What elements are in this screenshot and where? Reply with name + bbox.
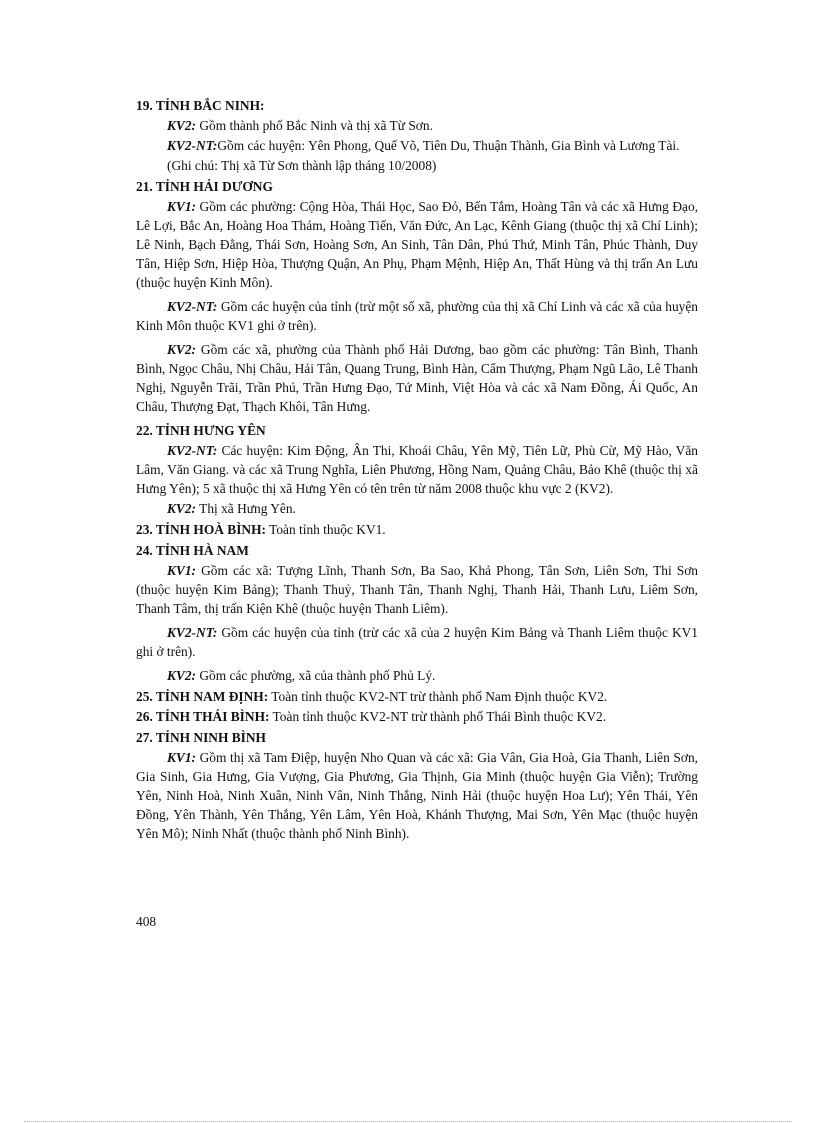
page-content	[136, 94, 698, 844]
term-kv1: KV1:	[167, 199, 197, 214]
hai-duong-kv2nt-text: Gồm các huyện của tỉnh (trừ một số xã, phường của thị xã Chí Linh và các xã của huyện Kinh Môn thuộc KV1 ghi ở trên).	[136, 299, 698, 333]
term-kv2: KV2:	[167, 118, 197, 133]
heading-ninh-binh: 27. TỈNH NINH BÌNH	[136, 730, 266, 745]
hai-duong-kv2-text: Gồm các xã, phường của Thành phố Hải Dương, bao gồm các phường: Tân Bình, Thanh Bình, Ngọc Châu, Nhị Châu, Hải Tân, Quang Trung, Bình Hàn, Cẩm Thượng, Phạm Ngũ Lão, Lê Thanh Nghị, Nguyễn Trãi, Trần Phú, Trần Hưng Đạo, Tứ Minh, Việt Hòa và các xã Nam Đồng, Ái Quốc, An Châu, Thượng Đạt, Thạch Khôi, Tân Hưng.	[136, 342, 698, 414]
hoa-binh-text: Toàn tỉnh thuộc KV1.	[265, 522, 386, 537]
heading-bac-ninh: 19. TỈNH BẮC NINH:	[136, 98, 265, 113]
page-number: 408	[136, 914, 157, 929]
ha-nam-kv1-text: Gồm các xã: Tượng Lĩnh, Thanh Sơn, Ba Sao, Khả Phong, Tân Sơn, Liên Sơn, Thi Sơn (thuộc huyện Kim Bảng); Thanh Thuỷ, Thanh Tân, Thanh Nghị, Thanh Hải, Thanh Lưu, Liêm Sơn, Thanh Tâm, thị trấn Kiện Khê (thuộc huyện Thanh Liêm).	[136, 563, 698, 616]
term-kv1: KV1:	[167, 563, 197, 578]
ha-nam-kv2	[136, 666, 698, 685]
term-kv2nt: KV2-NT:	[167, 443, 218, 458]
heading-hoa-binh: 23. TỈNH HOÀ BÌNH:	[136, 522, 266, 537]
nam-dinh-line	[136, 687, 698, 706]
hung-yen-kv2	[136, 499, 698, 518]
thai-binh-text: Toàn tỉnh thuộc KV2-NT trừ thành phố Thái Bình thuộc KV2.	[269, 709, 607, 724]
hai-duong-kv1-text: Gồm các phường: Cộng Hòa, Thái Học, Sao Đỏ, Bến Tắm, Hoàng Tân và các xã Hưng Đạo, Lê Lợi, Bắc An, Hoàng Hoa Thám, Hoàng Tiến, Văn Đức, An Lạc, Kênh Giang (thuộc thị xã Chí Linh); Lê Ninh, Bạch Đằng, Thái Sơn, Hoàng Sơn, An Sinh, Tân Dân, Phú Thứ, Minh Tân, Phúc Thành, Duy Tân, Hiệp Sơn, Hiệp Hòa, Thượng Quận, An Phụ, Phạm Mệnh, Hiệp An, Thất Hùng và thị trấn An Lưu (thuộc huyện Kinh Môn).	[136, 199, 698, 290]
bottom-dotted-border	[24, 1121, 792, 1122]
nam-dinh-text: Toàn tỉnh thuộc KV2-NT trừ thành phố Nam Định thuộc KV2.	[268, 689, 608, 704]
heading-nam-dinh: 25. TỈNH NAM ĐỊNH:	[136, 689, 269, 704]
ha-nam-kv1	[136, 561, 698, 618]
ninh-binh-kv1-text: Gồm thị xã Tam Điệp, huyện Nho Quan và các xã: Gia Vân, Gia Hoà, Gia Thanh, Liên Sơn, Gia Sinh, Gia Hưng, Gia Vượng, Gia Phương, Gia Thịnh, Gia Minh (thuộc huyện Gia Viễn); Trường Yên, Ninh Hoà, Ninh Xuân, Ninh Vân, Ninh Thắng, Ninh Hải (thuộc huyện Hoa Lư); Yên Thái, Yên Đồng, Yên Thành, Yên Thắng, Yên Lâm, Yên Hoà, Khánh Thượng, Mai Sơn, Yên Mạc (thuộc huyện Yên Mô); Ninh Nhất (thuộc thành phố Ninh Bình).	[136, 750, 698, 841]
term-kv2nt: KV2-NT:	[167, 625, 218, 640]
hung-yen-kv2nt-text: Các huyện: Kim Động, Ân Thi, Khoái Châu, Yên Mỹ, Tiên Lữ, Phù Cừ, Mỹ Hào, Văn Lâm, Văn Giang. và các xã Trung Nghĩa, Liên Phương, Hồng Nam, Quảng Châu, Bảo Khê (thuộc thị xã Hưng Yên); 5 xã thuộc thị xã Hưng Yên có tên trên từ năm 2008 thuộc khu vực 2 (KV2).	[136, 443, 698, 496]
bac-ninh-kv2nt	[136, 136, 698, 155]
bac-ninh-kv2-text: Gồm thành phố Bắc Ninh và thị xã Từ Sơn.	[196, 118, 433, 133]
hoa-binh-line	[136, 520, 698, 539]
heading-ha-nam: 24. TỈNH HÀ NAM	[136, 543, 249, 558]
ha-nam-kv2nt-text: Gồm các huyện của tỉnh (trừ các xã của 2 huyện Kim Bảng và Thanh Liêm thuộc KV1 ghi ở trên).	[136, 625, 698, 659]
bac-ninh-kv2	[136, 116, 698, 135]
term-kv2: KV2:	[167, 342, 197, 357]
heading-hai-duong: 21. TỈNH HẢI DƯƠNG	[136, 179, 273, 194]
ninh-binh-kv1	[136, 748, 698, 843]
heading-hung-yen: 22. TỈNH HƯNG YÊN	[136, 423, 266, 438]
hai-duong-kv2	[136, 340, 698, 416]
thai-binh-line	[136, 707, 698, 726]
bac-ninh-note: (Ghi chú: Thị xã Từ Sơn thành lập tháng 10/2008)	[167, 158, 437, 173]
hai-duong-kv2nt	[136, 297, 698, 335]
bac-ninh-kv2nt-text: Gồm các huyện: Yên Phong, Quế Võ, Tiên Du, Thuận Thành, Gia Bình và Lương Tài.	[217, 138, 680, 153]
term-kv1: KV1:	[167, 750, 197, 765]
hung-yen-kv2-text: Thị xã Hưng Yên.	[196, 501, 296, 516]
ha-nam-kv2nt	[136, 623, 698, 661]
ha-nam-kv2-text: Gồm các phường, xã của thành phố Phủ Lý.	[196, 668, 436, 683]
term-kv2: KV2:	[167, 668, 197, 683]
term-kv2: KV2:	[167, 501, 197, 516]
heading-thai-binh: 26. TỈNH THÁI BÌNH:	[136, 709, 270, 724]
hung-yen-kv2nt	[136, 441, 698, 498]
term-kv2nt: KV2-NT:	[167, 138, 218, 153]
hai-duong-kv1	[136, 197, 698, 292]
term-kv2nt: KV2-NT:	[167, 299, 218, 314]
